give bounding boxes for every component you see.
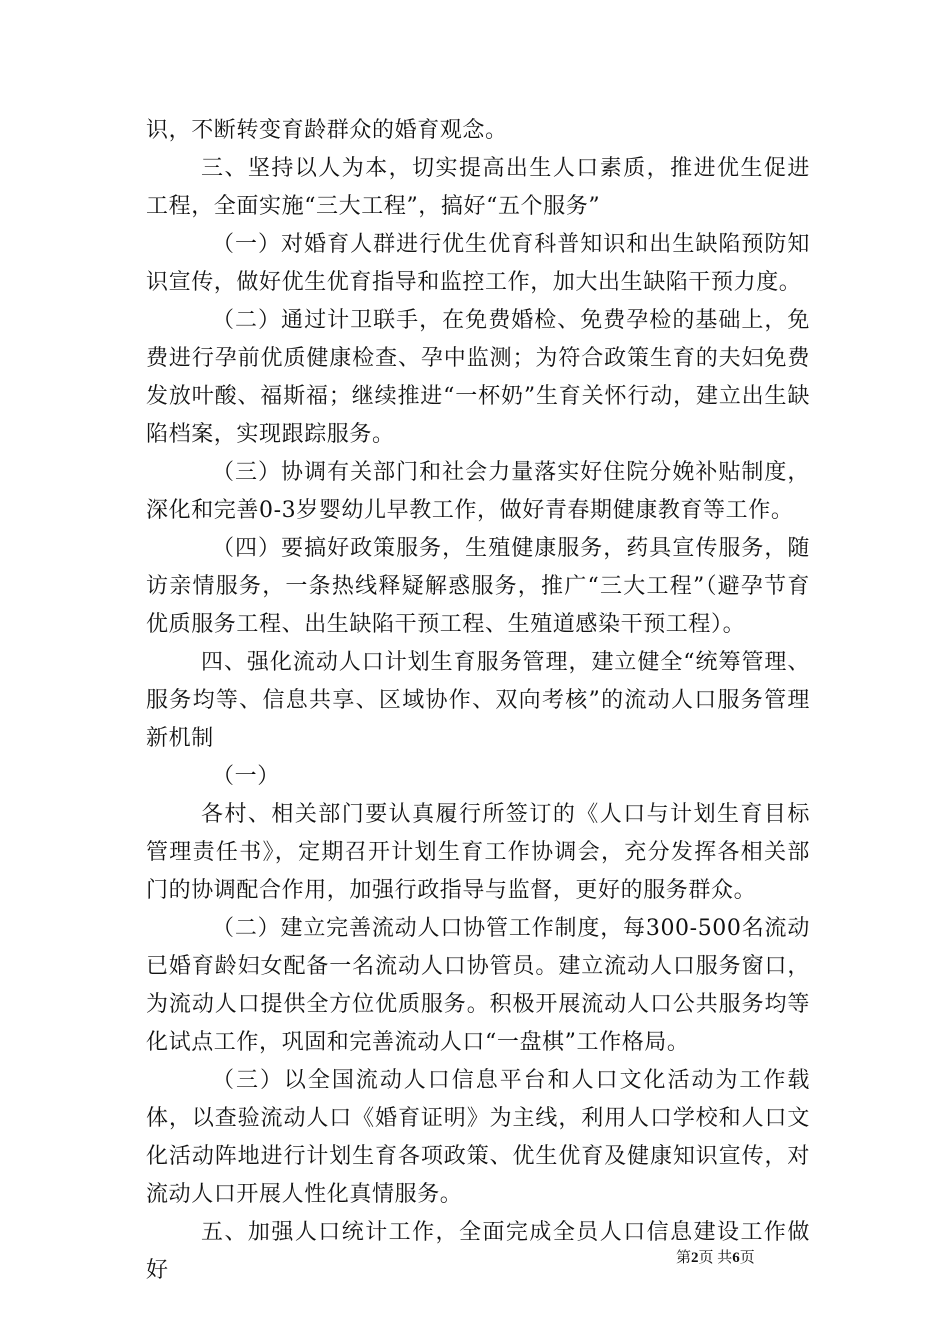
paragraph-4-3: （三）以全国流动人口信息平台和人口文化活动为工作载体，以查验流动人口《婚育证明》为主线，利用人口学校和人口文化活动阵地进行计划生育各项政策、优生优育及健康知识宣传，对流动人口开展人性化真情服务。 xyxy=(146,1068,810,1207)
page-number-footer xyxy=(676,1248,826,1268)
paragraph-4-1-label: （一） xyxy=(212,764,280,789)
heading-section-5: 五、加强人口统计工作，全面完成全员人口信息建设工作做好 xyxy=(146,1220,810,1283)
footer-prefix: 第 xyxy=(676,1250,692,1266)
heading-section-4: 四、强化流动人口计划生育服务管理，建立健全“统筹管理、服务均等、信息共享、区域协作、双向考核”的流动人口服务管理新机制 xyxy=(146,650,810,751)
document-body xyxy=(146,112,810,1290)
footer-suffix: 页 xyxy=(739,1250,755,1266)
heading-section-3: 三、坚持以人为本，切实提高出生人口素质，推进优生促进工程，全面实施“三大工程”，搞好“五个服务” xyxy=(146,156,810,219)
paragraph-3-1: （一）对婚育人群进行优生优育科普知识和出生缺陷预防知识宣传，做好优生优育指导和监控工作，加大出生缺陷干预力度。 xyxy=(146,232,810,295)
paragraph-4-2: （二）建立完善流动人口协管工作制度，每300-500名流动已婚育龄妇女配备一名流动人口协管员。建立流动人口服务窗口，为流动人口提供全方位优质服务。积极开展流动人口公共服务均等化试点工作，巩固和完善流动人口“一盘棋”工作格局。 xyxy=(146,916,810,1055)
paragraph-3-3: （三）协调有关部门和社会力量落实好住院分娩补贴制度，深化和完善0-3岁婴幼儿早教工作，做好青春期健康教育等工作。 xyxy=(146,460,810,523)
paragraph-3-4: （四）要搞好政策服务，生殖健康服务，药具宣传服务，随访亲情服务，一条热线释疑解惑服务，推广“三大工程”（避孕节育优质服务工程、出生缺陷干预工程、生殖道感染干预工程）。 xyxy=(146,536,810,637)
paragraph-1: 识，不断转变育龄群众的婚育观念。 xyxy=(146,118,508,143)
paragraph-4-1: 各村、相关部门要认真履行所签订的《人口与计划生育目标管理责任书》，定期召开计划生育工作协调会，充分发挥各相关部门的协调配合作用，加强行政指导与监督，更好的服务群众。 xyxy=(146,802,810,903)
footer-total-pages: 6 xyxy=(732,1250,740,1266)
paragraph-3-2: （二）通过计卫联手，在免费婚检、免费孕检的基础上，免费进行孕前优质健康检查、孕中监测；为符合政策生育的夫妇免费发放叶酸、福斯福；继续推进“一杯奶”生育关怀行动，建立出生缺陷档案，实现跟踪服务。 xyxy=(146,308,810,447)
footer-middle: 页 共 xyxy=(698,1250,733,1266)
footer-current-page: 2 xyxy=(691,1250,699,1266)
